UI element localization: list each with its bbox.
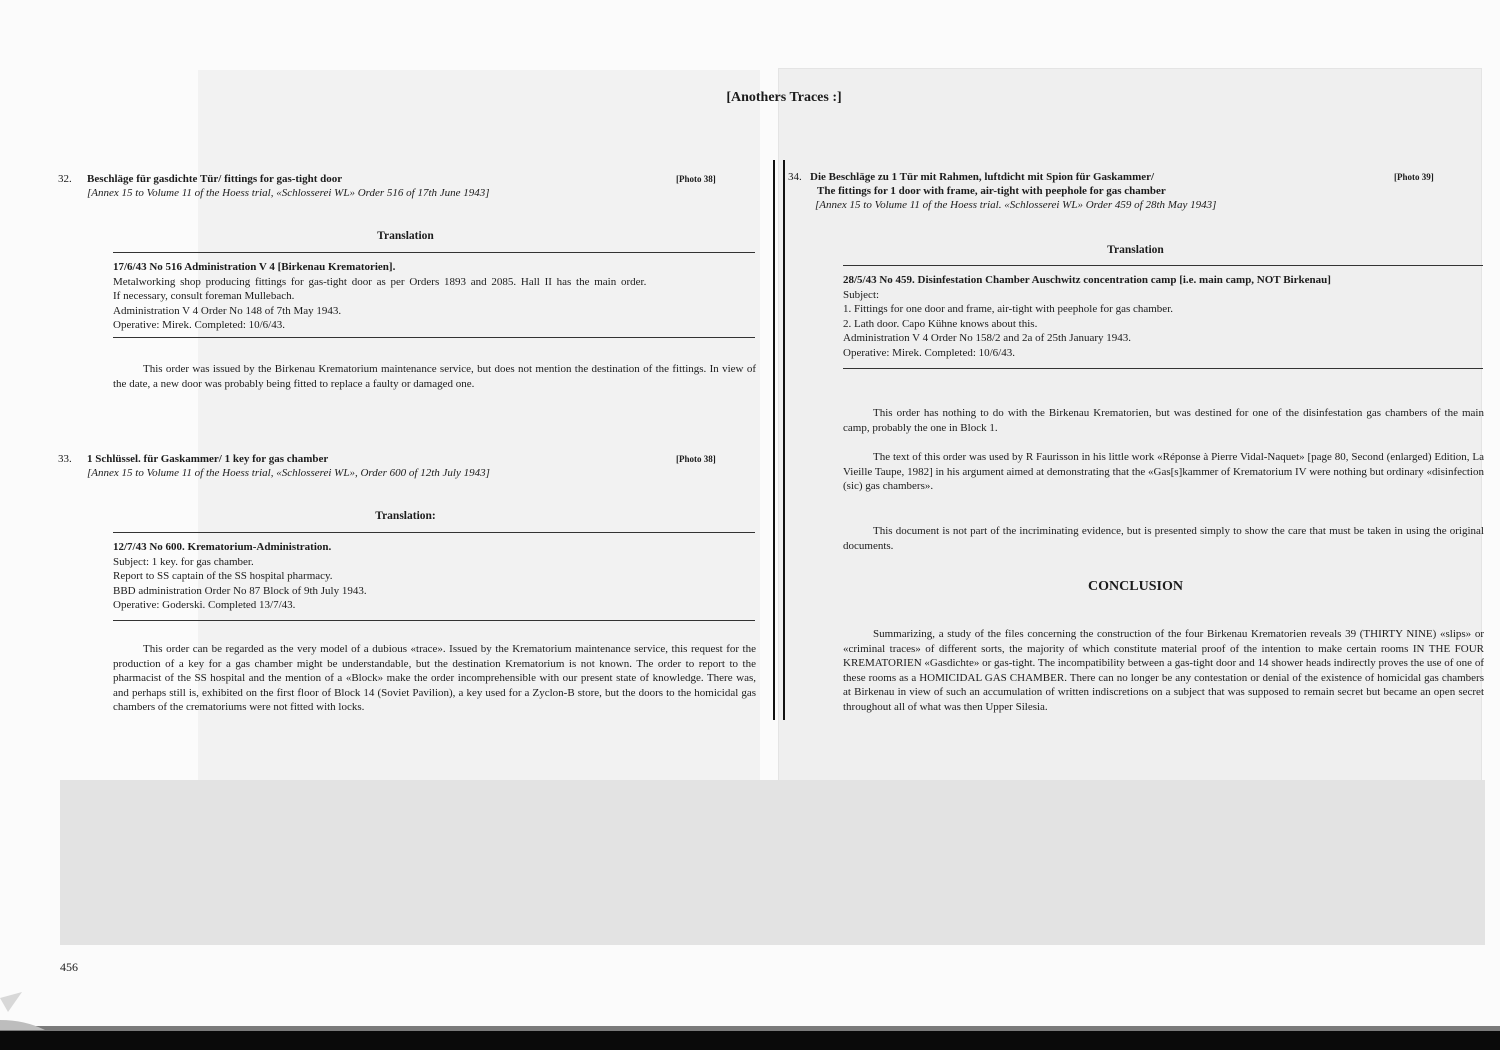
item-annex: [Annex 15 to Volume 11 of the Hoess trial, «Schlosserei WL» Order 516 of 17th June 1943] bbox=[87, 187, 490, 199]
item-number: 32. bbox=[58, 173, 72, 185]
translation-line: 28/5/43 No 459. Disinfestation Chamber Auschwitz concentration camp [i.e. main camp, NOT Birkenau] bbox=[843, 274, 1331, 286]
rule-bottom bbox=[843, 368, 1483, 369]
item-title: Beschläge für gasdichte Tür/ fittings for gas-tight door bbox=[87, 173, 343, 185]
conclusion-paragraph: Summarizing, a study of the files concerning the construction of the four Birkenau Krematorien reveals 39 (THIRTY NINE) «slips» or «criminal traces» of different sorts, the majority of which constitute material proof of the intention to make certain rooms IN THE FOUR KREMATORIEN «Gasdichte» or gas-tight. The incompatibility between a gas-tight door and 14 shower heads indirectly proves the use of one of these rooms as a HOMICIDAL GAS CHAMBER. There can no longer be any contestation or denial of the existence of homicidal gas chambers at Birkenau in view of such an accumulation of written indiscretions on a subject that was supposed to remain secret but became an open secret throughout all of what was then Upper Silesia. bbox=[843, 628, 1484, 713]
rule-top bbox=[113, 252, 755, 253]
rule-top bbox=[843, 265, 1483, 266]
translation-line: Operative: Mirek. Completed: 10/6/43. bbox=[113, 319, 285, 331]
item-34 bbox=[788, 170, 1478, 212]
comment-paragraph: This order was issued by the Birkenau Krematorium maintenance service, but does not mention the destination of the fittings. In view of the date, a new door was probably being fitted to replace a faulty or damaged one. bbox=[113, 363, 756, 390]
translation-line: Operative: Goderski. Completed 13/7/43. bbox=[113, 599, 296, 611]
scan-bottom-bar bbox=[0, 1031, 1500, 1050]
translation-text bbox=[843, 273, 1483, 360]
item-number: 34. bbox=[788, 171, 802, 183]
translation-line: Administration V 4 Order No 148 of 7th May 1943. bbox=[113, 304, 342, 317]
translation-line: Metalworking shop producing fittings for gas-tight door as per Orders 1893 and 2085. Hall II has the main order. bbox=[113, 275, 647, 288]
photo-ref: [Photo 38] bbox=[676, 174, 716, 184]
translation-line: Administration V 4 Order No 158/2 and 2a of 25th January 1943. bbox=[843, 332, 1131, 344]
translation-line: Report to SS captain of the SS hospital pharmacy. bbox=[113, 570, 333, 582]
item-title: 1 Schlüssel. für Gaskammer/ 1 key for gas chamber bbox=[87, 453, 329, 465]
item-annex: [Annex 15 to Volume 11 of the Hoess trial. «Schlosserei WL» Order 459 of 28th May 1943] bbox=[815, 199, 1217, 211]
rule-bottom bbox=[113, 337, 755, 338]
translation-line: If necessary, consult foreman Mullebach. bbox=[113, 290, 295, 302]
page-title: [Anothers Traces :] bbox=[726, 90, 842, 105]
background-grey-band bbox=[60, 780, 1485, 945]
page-curl-icon bbox=[0, 990, 50, 1030]
conclusion-heading: CONCLUSION bbox=[1088, 579, 1183, 594]
rule-bottom bbox=[113, 620, 755, 621]
comment-paragraph: The text of this order was used by R Faurisson in his little work «Réponse à Pierre Vidal-Naquet» [page 80, Second (enlarged) Edition, La Vieille Taupe, 1982] in his argument aimed at demonstrating that the «Gas[s]kammer of Krematorium IV were nothing but ordinary «disinfection (sic) gas chambers». bbox=[843, 451, 1484, 492]
translation-text bbox=[113, 540, 755, 613]
translation-line: BBD administration Order No 87 Block of 9th July 1943. bbox=[113, 584, 367, 597]
item-number: 33. bbox=[58, 453, 72, 465]
comment-paragraph: This order has nothing to do with the Birkenau Krematorien, but was destined for one of the disinfestation gas chambers of the main camp, probably the one in Block 1. bbox=[843, 407, 1484, 434]
translation-label: Translation: bbox=[375, 510, 436, 522]
translation-line: 17/6/43 No 516 Administration V 4 [Birkenau Krematorien]. bbox=[113, 261, 396, 273]
page-number: 456 bbox=[60, 960, 78, 974]
item-32 bbox=[58, 172, 758, 200]
column-divider bbox=[773, 160, 785, 720]
comment-paragraph: This document is not part of the incriminating evidence, but is presented simply to show the care that must be taken in using the original documents. bbox=[843, 525, 1484, 552]
photo-ref: [Photo 39] bbox=[1394, 172, 1434, 182]
translation-text bbox=[113, 260, 755, 333]
translation-label: Translation bbox=[377, 230, 434, 242]
translation-line: 1. Fittings for one door and frame, air-tight with peephole for gas chamber. bbox=[843, 303, 1173, 315]
translation-line: 2. Lath door. Capo Kühne knows about this. bbox=[843, 317, 1038, 330]
translation-line: Subject: 1 key. for gas chamber. bbox=[113, 555, 254, 568]
rule-top bbox=[113, 532, 755, 533]
translation-line: 12/7/43 No 600. Krematorium-Administration. bbox=[113, 541, 332, 553]
item-33 bbox=[58, 452, 758, 480]
translation-line: Operative: Mirek. Completed: 10/6/43. bbox=[843, 346, 1015, 359]
item-annex: [Annex 15 to Volume 11 of the Hoess trial, «Schlosserei WL», Order 600 of 12th July 1943] bbox=[87, 467, 490, 479]
item-title: The fittings for 1 door with frame, air-tight with peephole for gas chamber bbox=[817, 185, 1166, 197]
photo-ref: [Photo 38] bbox=[676, 454, 716, 464]
comment-paragraph: This order can be regarded as the very model of a dubious «trace». Issued by the Krematorium maintenance service, this request for the production of a key for a gas chamber might be understandable, but the destination Krematorium is not known. The order to report to the pharmacist of the SS hospital and the mention of a «Block» make the order incomprehensible with our present state of knowledge. There was, and perhaps still is, exhibited on the first floor of Block 14 (Soviet Pavilion), a key used for a Zyclon-B store, but the doors to the homicidal gas chambers of the crematoriums were not fitted with locks. bbox=[113, 643, 756, 713]
translation-label: Translation bbox=[1107, 244, 1164, 256]
translation-line: Subject: bbox=[843, 288, 880, 301]
item-title: Die Beschläge zu 1 Tür mit Rahmen, luftdicht mit Spion für Gaskammer/ bbox=[810, 171, 1155, 183]
